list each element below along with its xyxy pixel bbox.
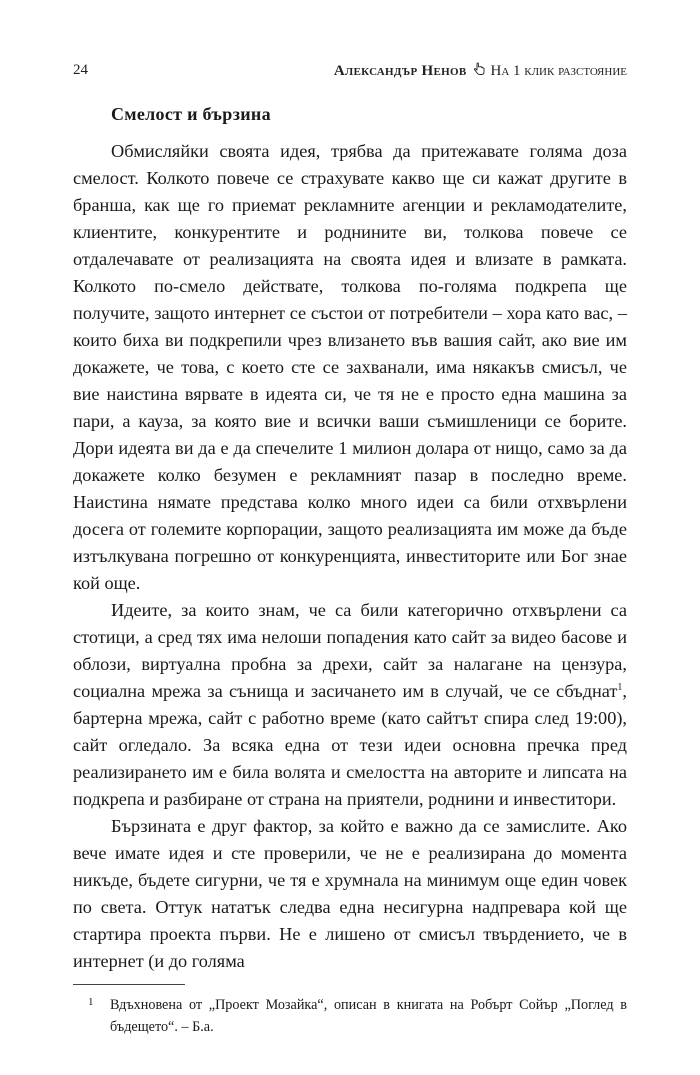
page-number: 24 (73, 62, 88, 78)
cursor-hand-icon (472, 62, 486, 76)
footnote-text: Вдъхновена от „Проект Мозайка“, описан в книгата на Робърт Сойър „Поглед в бъдещето“. – Б.а. (110, 997, 627, 1035)
paragraph-text: Идеите, за които знам, че са били категорично отхвърлени са стотици, а сред тях има нелоши попадения като сайт за видео басове и облози, виртуална пробна за дрехи, сайт за налагане на цензура, социална мрежа за сънища и засичането им в случай, че се сбъднат (73, 600, 627, 701)
book-title: На 1 клик разстояние (490, 63, 627, 79)
running-head (334, 62, 627, 80)
author-name: Александър Ненов (333, 63, 467, 79)
paragraph-text: , бартерна мрежа, сайт с работно време (като сайтът спира след 19:00), сайт огледало. За всяка една от тези идеи основна пречка пред реализирането им е била волята и смелостта на авторите и липсата на подкрепа и разбиране от страна на приятели, роднини и инвеститори. (73, 681, 627, 809)
section-heading: Смелост и бързина (111, 104, 271, 124)
paragraph: Обмисляйки своята идея, трябва да притежавате голяма доза смелост. Колкото повече се страхувате какво ще си кажат другите в бранша, как ще го приемат рекламните агенции и рекламодателите, клиентите, конкурентите и роднините ви, толкова повече се отдалечавате от реализацията на своята идея и влизате в рамката. Колкото по-смело действате, толкова по-голяма подкрепа ще получите, защото интернет се състои от потребители – хора като вас, – които биха ви подкрепили чрез влизането във вашия сайт, ако вие им докажете, че това, с което сте се захванали, има някакъв смисъл, че вие наистина вярвате в идеята си, че тя не е просто една машина за пари, а кауза, за която вие и всички ваши съмишленици се борите. Дори идеята ви да е да спечелите 1 милион долара от нищо, само за да докажете колко безумен е рекламният пазар в последно време. Наистина нямате представа колко много идеи са били отхвърлени досега от големите корпорации, защото реализацията им може да бъде изтълкувана погрешно от конкуренцията, инвеститорите или Бог знае кой още. (73, 141, 627, 593)
footnote-marker: 1 (88, 996, 94, 1008)
paragraph: Бързината е друг фактор, за който е важно да се замислите. Ако вече имате идея и сте проверили, че не е реализирана до момента никъде, бъдете сигурни, че тя е хрумнала на минимум още един човек по света. Оттук нататък следва една несигурна надпревара кой ще стартира проекта първи. Не е лишено от смисъл твърдението, че в интернет (и до голяма (73, 816, 627, 971)
paragraph (73, 597, 627, 813)
footnote-reference[interactable]: 1 (617, 681, 623, 693)
page-body (73, 100, 627, 975)
footnote-divider (73, 984, 185, 985)
footnote (73, 994, 627, 1038)
running-header (73, 62, 627, 86)
